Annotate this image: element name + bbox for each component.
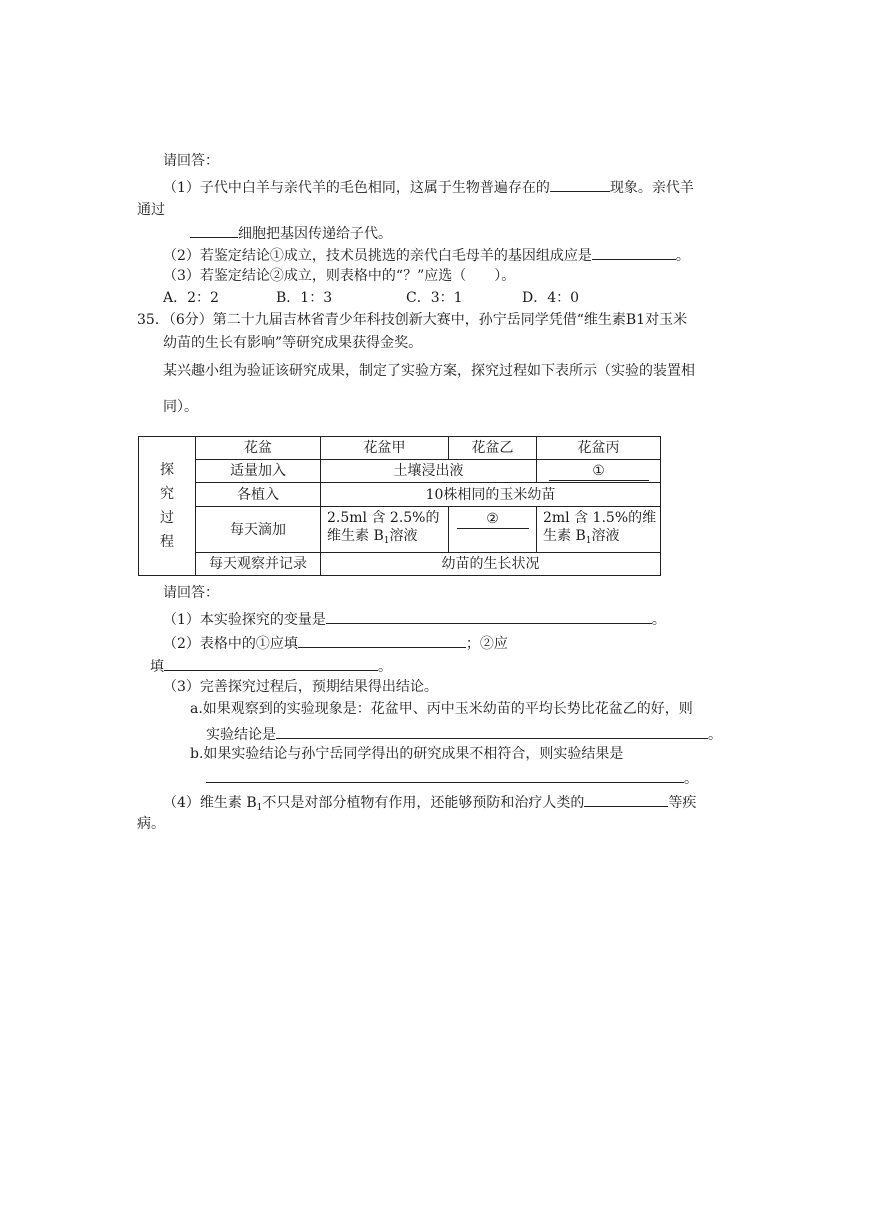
- table-row: [139, 437, 661, 460]
- row-add-soil-extract: 土壤浸出液: [321, 460, 537, 483]
- side-char: 程: [160, 534, 174, 550]
- q35-1: [163, 609, 666, 629]
- q35-3b-blank[interactable]: [206, 768, 684, 783]
- drip-c-line1: 2ml 含 1.5%的维: [543, 510, 657, 526]
- side-char: 究: [160, 486, 174, 502]
- drip-c-line2: 生素 $B_1$溶液: [543, 528, 620, 546]
- q35-heading-line1: 35．（6分）第二十九届吉林省青少年科技创新大赛中，孙宁岳同学凭借“维生素B1对玉米: [137, 312, 688, 328]
- q35-heading-line2: 幼苗的生长有影响”等研究成果获得金奖。: [163, 335, 423, 351]
- q34-2-text: （2）若鉴定结论①成立，技术员挑选的亲代白毛母羊的基因组成应是: [163, 248, 592, 264]
- q34-2: [163, 245, 690, 265]
- header-pot-c: 花盆丙: [537, 437, 661, 460]
- blank-2[interactable]: ②: [457, 510, 529, 529]
- q35-3a-line1: a.如果观察到的实验现象是：花盆甲、丙中玉米幼苗的平均长势比花盆乙的好，则: [190, 701, 693, 717]
- q35-1-text: （1）本实验探究的变量是: [163, 612, 326, 628]
- q35-intro-line1: 某兴趣小组为验证该研究成果，制定了实验方案，探究过程如下表所示（实验的装置相: [163, 363, 695, 379]
- row-add-blank-1[interactable]: [537, 460, 661, 483]
- table-row: [139, 460, 661, 483]
- q34-2-end: 。: [675, 248, 690, 264]
- q35-4-line2: 病。: [137, 816, 165, 832]
- table-row: [139, 507, 661, 553]
- row-add-label: 适量加入: [196, 460, 321, 483]
- q35-4-after: 等疾: [668, 795, 697, 811]
- side-char: 探: [160, 462, 174, 478]
- q34-1-blank-b[interactable]: [190, 223, 238, 238]
- please-answer-35: 请回答：: [163, 585, 219, 601]
- q35-1-end: 。: [651, 612, 666, 628]
- q34-option-c[interactable]: C．3：1: [406, 290, 463, 306]
- row-drip-label: 每天滴加: [196, 507, 321, 553]
- q35-2-line2-text: 填: [150, 659, 164, 675]
- q35-2-blank-1[interactable]: [298, 633, 466, 648]
- table-row: [139, 553, 661, 576]
- side-char: 过: [160, 510, 174, 526]
- drip-a-line1: 2.5ml 含 2.5%的: [327, 510, 440, 526]
- q35-3a-end: 。: [708, 727, 722, 743]
- q34-1-line1: [163, 177, 694, 197]
- row-drip-pot-a: [321, 507, 449, 553]
- q34-1-text: （1）子代中白羊与亲代羊的毛色相同，这属于生物普遍存在的: [163, 180, 550, 196]
- please-answer-34: 请回答：: [163, 153, 219, 169]
- q35-3b-line1: b.如果实验结论与孙宁岳同学得出的研究成果不相符合，则实验结果是: [190, 746, 624, 762]
- q35-2-end: 。: [378, 659, 392, 675]
- row-drip-pot-c: [537, 507, 661, 553]
- q35-3a-text: 实验结论是: [206, 727, 276, 743]
- header-pot-b: 花盆乙: [449, 437, 537, 460]
- q35-intro-line2: 同）。: [163, 399, 198, 415]
- row-drip-blank-2[interactable]: [449, 507, 537, 553]
- q35-2-mid: ；②应: [465, 636, 508, 652]
- row-observe-label: 每天观察并记录: [196, 553, 321, 576]
- q35-4-line1: [163, 792, 696, 817]
- q35-1-blank[interactable]: [326, 609, 652, 624]
- experiment-table: [138, 436, 661, 576]
- header-pot: 花盆: [196, 437, 321, 460]
- drip-a-line2: 维生素 $B_1$溶液: [327, 528, 418, 546]
- q35-3: （3）完善探究过程后，预期结果得出结论。: [163, 679, 438, 695]
- q35-3b-end: 。: [684, 771, 698, 787]
- row-plant-seedlings: 10株相同的玉米幼苗: [321, 483, 661, 507]
- q34-1-line2: 通过: [137, 202, 165, 218]
- q34-option-b[interactable]: B．1：3: [276, 290, 333, 306]
- q35-4-text-a: （4）维生素 B: [163, 795, 257, 811]
- q34-3: （3）若鉴定结论②成立，则表格中的“？”应选（ ）。: [163, 268, 516, 284]
- q35-3a-line2: [206, 724, 722, 744]
- q34-option-a[interactable]: A．2：2: [163, 290, 219, 306]
- q34-1-blank-a[interactable]: [550, 177, 610, 192]
- q34-option-d[interactable]: D．4：0: [522, 290, 580, 306]
- q34-1-line3-text: 细胞把基因传递给子代。: [238, 226, 392, 242]
- q35-2-blank-2[interactable]: [164, 656, 378, 671]
- table-row: [139, 483, 661, 507]
- q35-4-text-b: 不只是对部分植物有作用，还能够预防和治疗人类的: [262, 795, 585, 811]
- q34-1-line3: [190, 223, 392, 243]
- row-observe-growth: 幼苗的生长状况: [321, 553, 661, 576]
- blank-1[interactable]: ①: [549, 462, 649, 481]
- q35-3b-line2: [206, 768, 698, 788]
- process-side-label: [139, 437, 196, 576]
- q35-2-line2: [150, 656, 392, 676]
- q34-1-after: 现象。亲代羊: [609, 180, 694, 196]
- q35-2-line1: [163, 633, 508, 653]
- q34-2-blank[interactable]: [592, 245, 676, 260]
- q35-4-blank[interactable]: [584, 792, 668, 807]
- q35-3a-blank[interactable]: [276, 724, 708, 739]
- row-plant-label: 各植入: [196, 483, 321, 507]
- header-pot-a: 花盆甲: [321, 437, 449, 460]
- q35-2-text: （2）表格中的①应填: [163, 636, 298, 652]
- q35-4-sub: 1: [256, 803, 263, 813]
